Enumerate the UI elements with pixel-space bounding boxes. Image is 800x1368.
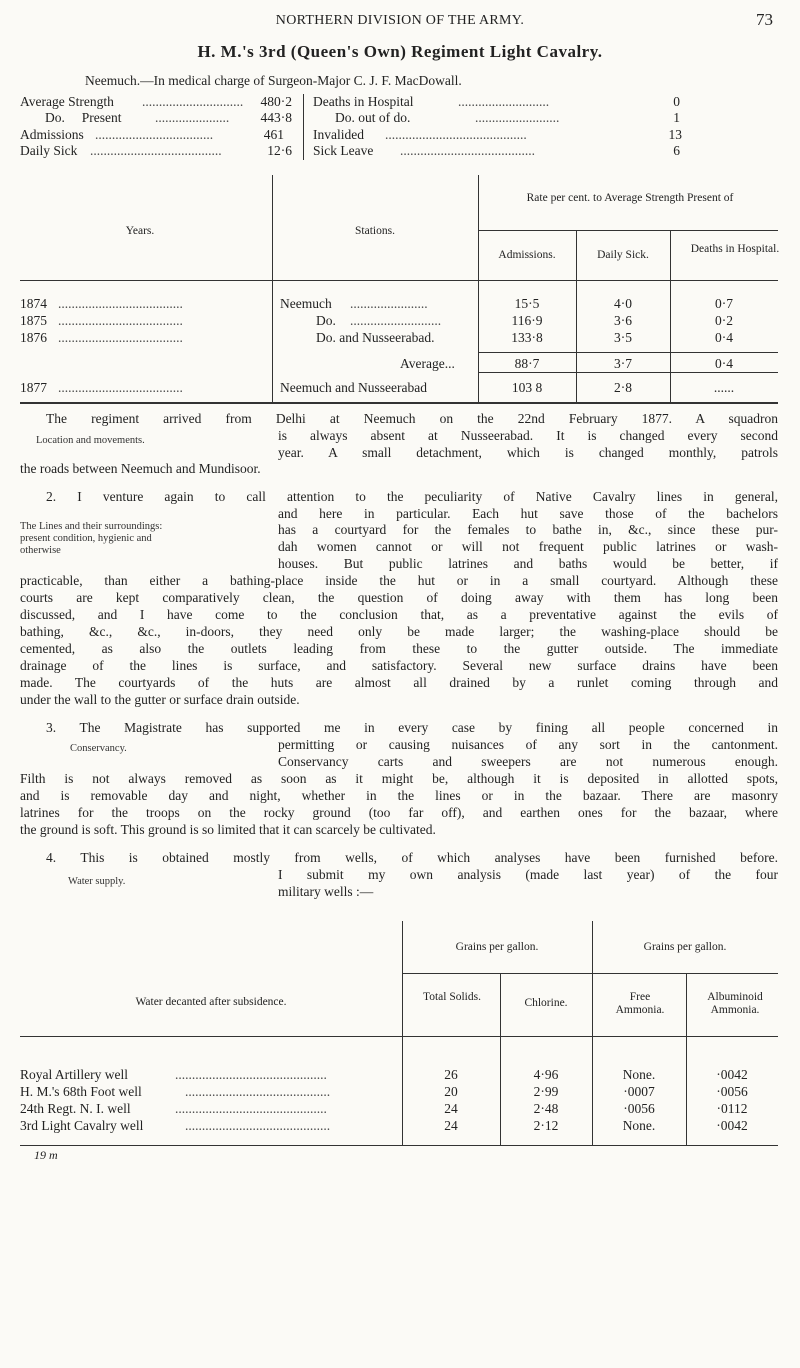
table-cell-deaths: 0·4 bbox=[715, 330, 733, 345]
dot-leader: ....................................... bbox=[90, 143, 222, 158]
table-row-station: Do. bbox=[316, 313, 336, 328]
header-free-ammonia: Free Ammonia. bbox=[615, 991, 665, 1016]
paragraph-line: is always absent at Nusseerabad. It is changed every second bbox=[278, 428, 778, 443]
dot-leader: ........................... bbox=[350, 313, 442, 328]
paragraph-line: 3. The Magistrate has supported me in every case by fining all people concerned in bbox=[46, 720, 778, 735]
paragraph-line: and here in particular. Each hut save those of the bachelors bbox=[278, 506, 778, 521]
paragraph-line: cemented, as also the outlets leading from these to the gutter outside. The immediate bbox=[20, 641, 778, 656]
table-cell-daily-sick: 3·6 bbox=[614, 313, 632, 328]
dot-leader: ................................... bbox=[95, 127, 214, 142]
dot-leader: ......................... bbox=[475, 110, 560, 125]
header-stations: Stations. bbox=[355, 225, 395, 237]
running-header: NORTHERN DIVISION OF THE ARMY. bbox=[275, 13, 525, 28]
dot-leader: ..................................... bbox=[58, 313, 183, 328]
summary-divider bbox=[303, 94, 304, 160]
summary-label: Average Strength bbox=[20, 94, 114, 109]
paragraph-line: the roads between Neemuch and Mundisoor. bbox=[20, 461, 261, 476]
header-admissions: Admissions. bbox=[498, 249, 556, 261]
paragraph-line: houses. But public latrines and baths would be better, if bbox=[278, 556, 778, 571]
table-row-year: 1875 bbox=[20, 313, 47, 328]
table-row-station: Neemuch and Nusseerabad bbox=[280, 380, 427, 395]
table-cell-admissions: 103 8 bbox=[511, 380, 543, 395]
table-cell-chlorine: 2·99 bbox=[533, 1084, 559, 1099]
table-cell-free-ammonia: ·0007 bbox=[623, 1084, 655, 1099]
margin-note: Location and movements. bbox=[36, 435, 145, 446]
rate-table-rule bbox=[478, 230, 778, 231]
table-cell-daily-sick: 3·7 bbox=[614, 356, 632, 371]
dot-leader: ....................... bbox=[350, 296, 428, 311]
summary-value: 443·8 bbox=[260, 110, 292, 125]
table-cell-albuminoid: ·0112 bbox=[716, 1101, 748, 1116]
paragraph-line: Filth is not always removed as soon as it might be, although it is deposited in allotted spots, bbox=[20, 771, 778, 786]
header-grains-2: Grains per gallon. bbox=[643, 941, 727, 953]
summary-value: 461 bbox=[263, 127, 284, 142]
paragraph-line: under the wall to the gutter or surface drain outside. bbox=[20, 692, 300, 707]
margin-note: Water supply. bbox=[68, 876, 126, 887]
paragraph-line: discussed, and I have come to the conclusion that, as a preventative against the evils of bbox=[20, 607, 778, 622]
summary-label: Do. out of do. bbox=[335, 110, 411, 125]
table-row-year: 1874 bbox=[20, 296, 47, 311]
summary-label: Deaths in Hospital bbox=[313, 94, 414, 109]
paragraph-line: I submit my own analysis (made last year) of the four bbox=[278, 867, 778, 882]
table-cell-daily-sick: 3·5 bbox=[614, 330, 632, 345]
header-total-solids: Total Solids. bbox=[423, 991, 481, 1003]
dot-leader: ..................................... bbox=[58, 296, 183, 311]
table-cell-albuminoid: ·0042 bbox=[716, 1067, 748, 1082]
dot-leader: ...................... bbox=[155, 110, 230, 125]
page-number: 73 bbox=[756, 10, 773, 29]
header-rate-group: Rate per cent. to Average Strength Present of bbox=[526, 192, 734, 204]
paragraph-line: dah women cannot or will not frequent public latrines or wash- bbox=[278, 539, 778, 554]
header-daily-sick: Daily Sick. bbox=[597, 249, 649, 261]
table-cell-admissions: 116·9 bbox=[511, 313, 543, 328]
summary-value: 13 bbox=[668, 127, 682, 142]
dot-leader: ........................................... bbox=[185, 1084, 331, 1099]
signature-mark: 19 m bbox=[34, 1148, 58, 1162]
dot-leader: ............................................. bbox=[175, 1067, 327, 1082]
table-row-station: Do. and Nusseerabad. bbox=[316, 330, 435, 345]
table-cell-chlorine: 2·12 bbox=[533, 1118, 559, 1133]
margin-note: Conservancy. bbox=[70, 743, 127, 754]
table-cell-deaths: 0·2 bbox=[715, 313, 733, 328]
rate-table-rule bbox=[272, 175, 273, 403]
header-years: Years. bbox=[125, 225, 155, 237]
summary-value: 6 bbox=[673, 143, 680, 158]
paragraph-line: drainage of the lines is surface, and satisfactory. Several new surface drains have been bbox=[20, 658, 778, 673]
table-cell-total-solids: 24 bbox=[444, 1118, 458, 1133]
page-title: H. M.'s 3rd (Queen's Own) Regiment Light Cavalry. bbox=[197, 42, 603, 61]
table-row-year: 1877 bbox=[20, 380, 47, 395]
paragraph-line: the ground is soft. This ground is so limited that it can scarcely be cultivated. bbox=[20, 822, 436, 837]
table-cell-deaths: ...... bbox=[713, 380, 735, 395]
water-table-rule bbox=[20, 1036, 778, 1037]
paragraph-line: bathing, &c., &c., in-doors, they need only be made larger; the washing-place should be bbox=[20, 624, 778, 639]
summary-label: Daily Sick bbox=[20, 143, 78, 158]
summary-label: Invalided bbox=[313, 127, 364, 142]
header-albuminoid: Albuminoid Ammonia. bbox=[707, 991, 763, 1016]
table-row-well: Royal Artillery well bbox=[20, 1067, 128, 1082]
table-cell-albuminoid: ·0056 bbox=[716, 1084, 748, 1099]
table-row-well: 24th Regt. N. I. well bbox=[20, 1101, 131, 1116]
header-water-label: Water decanted after subsidence. bbox=[135, 996, 287, 1008]
table-row-well: H. M.'s 68th Foot well bbox=[20, 1084, 142, 1099]
header-deaths: Deaths in Hospital. bbox=[690, 243, 780, 255]
rate-table-rule bbox=[20, 402, 778, 404]
paragraph-line: and is removable day and night, whether in the lines or in the bazaar. There are masonry bbox=[20, 788, 778, 803]
dot-leader: .......................................... bbox=[385, 127, 527, 142]
table-cell-admissions: 15·5 bbox=[514, 296, 540, 311]
table-cell-daily-sick: 4·0 bbox=[614, 296, 632, 311]
water-table-rule bbox=[20, 1145, 778, 1146]
table-cell-daily-sick: 2·8 bbox=[614, 380, 632, 395]
table-cell-total-solids: 24 bbox=[444, 1101, 458, 1116]
paragraph-line: military wells :— bbox=[278, 884, 374, 899]
paragraph-line: year. A small detachment, which is changed monthly, patrols bbox=[278, 445, 778, 460]
summary-label: Admissions bbox=[20, 127, 84, 142]
dot-leader: .............................. bbox=[142, 94, 244, 109]
water-table-rule bbox=[402, 973, 778, 974]
summary-label: Sick Leave bbox=[313, 143, 374, 158]
rate-table-rule bbox=[20, 280, 778, 281]
table-row-well: 3rd Light Cavalry well bbox=[20, 1118, 144, 1133]
table-cell-admissions: 88·7 bbox=[514, 356, 540, 371]
paragraph-line: permitting or causing nuisances of any sort in the cantonment. bbox=[278, 737, 778, 752]
dot-leader: ........................................... bbox=[185, 1118, 331, 1133]
paragraph-line: 2. I venture again to call attention to the peculiarity of Native Cavalry lines in general, bbox=[46, 489, 778, 504]
summary-label: Do. Present bbox=[45, 110, 122, 125]
table-cell-chlorine: 4·96 bbox=[533, 1067, 559, 1082]
rate-table-rule bbox=[478, 372, 778, 373]
subtitle: Neemuch.—In medical charge of Surgeon-Major C. J. F. MacDowall. bbox=[85, 73, 462, 88]
table-row-year: 1876 bbox=[20, 330, 47, 345]
dot-leader: ..................................... bbox=[58, 380, 183, 395]
summary-value: 0 bbox=[673, 94, 680, 109]
summary-value: 1 bbox=[673, 110, 680, 125]
paragraph-line: 4. This is obtained mostly from wells, of which analyses have been furnished before. bbox=[46, 850, 778, 865]
paragraph-line: latrines for the troops on the rocky ground (too far off), and earthen ones for the bazaar, where bbox=[20, 805, 778, 820]
paragraph-line: The regiment arrived from Delhi at Neemuch on the 22nd February 1877. A squadron bbox=[46, 411, 778, 426]
paragraph-line: practicable, than either a bathing-place inside the hut or in a small courtyard. Although these bbox=[20, 573, 778, 588]
paragraph-line: courts are kept comparatively clean, the question of doing away with them has long been bbox=[20, 590, 778, 605]
table-cell-total-solids: 20 bbox=[444, 1084, 458, 1099]
margin-note: The Lines and their surroundings: present condition, hygienic and otherwise bbox=[20, 521, 163, 556]
table-cell-albuminoid: ·0042 bbox=[716, 1118, 748, 1133]
table-cell-free-ammonia: None. bbox=[622, 1118, 656, 1133]
table-row-station: Neemuch bbox=[280, 296, 332, 311]
paragraph-line: has a courtyard for the females to bathe in, &c., since these pur- bbox=[278, 522, 778, 537]
dot-leader: ........................... bbox=[458, 94, 550, 109]
table-row-average: Average... bbox=[400, 356, 455, 371]
dot-leader: ..................................... bbox=[58, 330, 183, 345]
table-cell-deaths: 0·7 bbox=[715, 296, 733, 311]
table-cell-deaths: 0·4 bbox=[715, 356, 733, 371]
table-cell-chlorine: 2·48 bbox=[533, 1101, 559, 1116]
dot-leader: ............................................. bbox=[175, 1101, 327, 1116]
table-cell-admissions: 133·8 bbox=[511, 330, 543, 345]
paragraph-line: Conservancy carts and sweepers are not numerous enough. bbox=[278, 754, 778, 769]
dot-leader: ........................................ bbox=[400, 143, 535, 158]
header-chlorine: Chlorine. bbox=[524, 997, 568, 1009]
table-cell-free-ammonia: ·0056 bbox=[623, 1101, 655, 1116]
table-cell-total-solids: 26 bbox=[444, 1067, 458, 1082]
summary-value: 480·2 bbox=[260, 94, 292, 109]
paragraph-line: made. The courtyards of the huts are almost all drained by a runlet coming through and bbox=[20, 675, 778, 690]
summary-value: 12·6 bbox=[267, 143, 292, 158]
table-cell-free-ammonia: None. bbox=[622, 1067, 656, 1082]
rate-table-rule bbox=[478, 352, 778, 353]
header-grains-1: Grains per gallon. bbox=[455, 941, 539, 953]
